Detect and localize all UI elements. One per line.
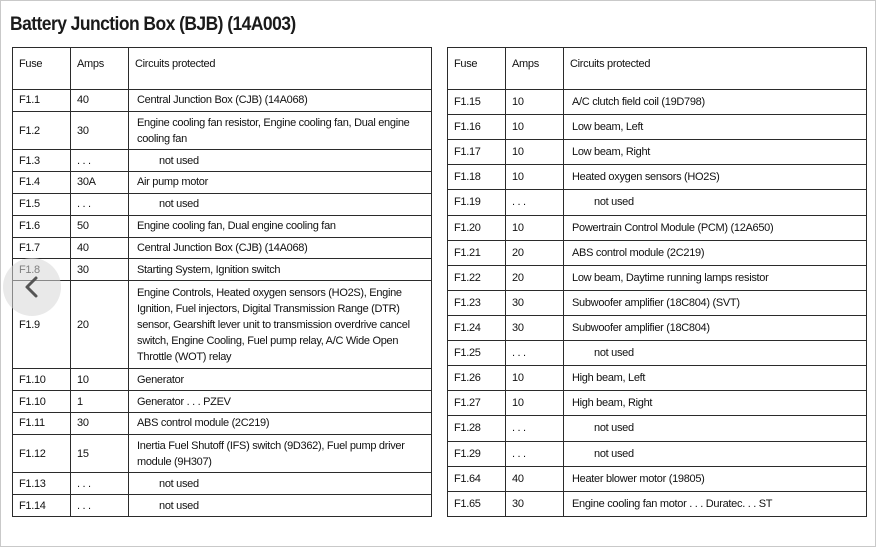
amps-cell: 10: [506, 90, 564, 115]
amps-cell: . . .: [506, 416, 564, 441]
amps-cell: 20: [71, 281, 129, 369]
header-circuits: Circuits protected: [564, 48, 867, 90]
table-row: [448, 90, 867, 115]
table-row: [448, 466, 867, 491]
amps-cell: 10: [506, 165, 564, 190]
table-row: [448, 115, 867, 140]
fuse-table-right: [447, 47, 867, 517]
table-row: [448, 491, 867, 516]
fuse-cell: F1.16: [448, 115, 506, 140]
table-row: [13, 215, 432, 237]
circuits-cell: A/C clutch field coil (19D798): [564, 90, 867, 115]
table-row: [13, 495, 432, 517]
table-row: [13, 413, 432, 435]
circuits-cell: Generator . . . PZEV: [129, 391, 432, 413]
fuse-cell: F1.22: [448, 265, 506, 290]
fuse-cell: F1.24: [448, 315, 506, 340]
fuse-cell: F1.25: [448, 341, 506, 366]
amps-cell: 50: [71, 215, 129, 237]
circuits-cell: not used: [129, 193, 432, 215]
amps-cell: 30: [506, 315, 564, 340]
table-row: [448, 290, 867, 315]
table-row: [448, 165, 867, 190]
table-row: [448, 265, 867, 290]
amps-cell: 40: [71, 237, 129, 259]
amps-cell: . . .: [71, 495, 129, 517]
fuse-cell: F1.19: [448, 190, 506, 215]
amps-cell: . . .: [71, 473, 129, 495]
table-header-row: [13, 48, 432, 90]
amps-cell: . . .: [506, 190, 564, 215]
fuse-cell: F1.4: [13, 172, 71, 194]
chevron-left-icon: [22, 275, 42, 299]
circuits-cell: High beam, Left: [564, 366, 867, 391]
table-row: [13, 150, 432, 172]
amps-cell: 30: [71, 413, 129, 435]
fuse-cell: F1.3: [13, 150, 71, 172]
circuits-cell: Heater blower motor (19805): [564, 466, 867, 491]
circuits-cell: Engine Controls, Heated oxygen sensors (HO2S), Engine Ignition, Fuel injectors, Digital Transmission Range (DTR) sensor, Gearshift lever unit to transmission overdrive cancel switch, Engine Cooling, Fuel pump relay, A/C Wide Open Throttle (WOT) relay: [129, 281, 432, 369]
amps-cell: 30: [506, 290, 564, 315]
fuse-cell: F1.10: [13, 391, 71, 413]
table-row: [13, 391, 432, 413]
header-fuse: Fuse: [13, 48, 71, 90]
circuits-cell: Central Junction Box (CJB) (14A068): [129, 90, 432, 112]
fuse-cell: F1.65: [448, 491, 506, 516]
circuits-cell: Low beam, Left: [564, 115, 867, 140]
circuits-cell: Subwoofer amplifier (18C804): [564, 315, 867, 340]
amps-cell: . . .: [71, 193, 129, 215]
circuits-cell: Inertia Fuel Shutoff (IFS) switch (9D362), Fuel pump driver module (9H307): [129, 434, 432, 472]
circuits-cell: not used: [564, 416, 867, 441]
fuse-cell: F1.27: [448, 391, 506, 416]
fuse-cell: F1.64: [448, 466, 506, 491]
header-fuse: Fuse: [448, 48, 506, 90]
table-row: [13, 193, 432, 215]
fuse-cell: F1.23: [448, 290, 506, 315]
fuse-cell: F1.28: [448, 416, 506, 441]
amps-cell: 10: [506, 366, 564, 391]
circuits-cell: Engine cooling fan, Dual engine cooling fan: [129, 215, 432, 237]
header-amps: Amps: [506, 48, 564, 90]
amps-cell: 40: [71, 90, 129, 112]
fuse-table-left-body: [13, 90, 432, 517]
table-row: [448, 441, 867, 466]
amps-cell: 30: [71, 111, 129, 149]
fuse-cell: F1.20: [448, 215, 506, 240]
fuse-cell: F1.26: [448, 366, 506, 391]
header-amps: Amps: [71, 48, 129, 90]
circuits-cell: not used: [564, 441, 867, 466]
fuse-cell: F1.11: [13, 413, 71, 435]
circuits-cell: Low beam, Right: [564, 140, 867, 165]
fuse-cell: F1.6: [13, 215, 71, 237]
amps-cell: 40: [506, 466, 564, 491]
table-row: [448, 391, 867, 416]
table-row: [13, 90, 432, 112]
circuits-cell: Engine cooling fan motor . . . Duratec. . . ST: [564, 491, 867, 516]
fuse-table-right-body: [448, 90, 867, 517]
table-row: [13, 281, 432, 369]
fuse-cell: F1.18: [448, 165, 506, 190]
circuits-cell: Starting System, Ignition switch: [129, 259, 432, 281]
amps-cell: 15: [71, 434, 129, 472]
fuse-cell: F1.14: [13, 495, 71, 517]
amps-cell: 30: [71, 259, 129, 281]
amps-cell: . . .: [71, 150, 129, 172]
circuits-cell: ABS control module (2C219): [129, 413, 432, 435]
table-row: [13, 369, 432, 391]
amps-cell: 10: [506, 140, 564, 165]
circuits-cell: ABS control module (2C219): [564, 240, 867, 265]
page-title: Battery Junction Box (BJB) (14A003): [10, 14, 296, 35]
table-row: [448, 140, 867, 165]
previous-button[interactable]: [3, 258, 61, 316]
circuits-cell: Generator: [129, 369, 432, 391]
amps-cell: 30A: [71, 172, 129, 194]
fuse-cell: F1.5: [13, 193, 71, 215]
amps-cell: 1: [71, 391, 129, 413]
fuse-cell: F1.15: [448, 90, 506, 115]
table-row: [13, 172, 432, 194]
table-row: [13, 237, 432, 259]
table-row: [13, 473, 432, 495]
table-row: [448, 366, 867, 391]
table-row: [13, 434, 432, 472]
circuits-cell: not used: [129, 473, 432, 495]
circuits-cell: Powertrain Control Module (PCM) (12A650): [564, 215, 867, 240]
circuits-cell: Central Junction Box (CJB) (14A068): [129, 237, 432, 259]
fuse-cell: F1.29: [448, 441, 506, 466]
circuits-cell: Low beam, Daytime running lamps resistor: [564, 265, 867, 290]
table-row: [448, 240, 867, 265]
amps-cell: . . .: [506, 441, 564, 466]
table-header-row: [448, 48, 867, 90]
circuits-cell: Air pump motor: [129, 172, 432, 194]
fuse-cell: F1.1: [13, 90, 71, 112]
table-row: [13, 259, 432, 281]
amps-cell: 10: [506, 115, 564, 140]
amps-cell: 20: [506, 265, 564, 290]
amps-cell: 10: [506, 391, 564, 416]
table-row: [448, 215, 867, 240]
fuse-cell: F1.2: [13, 111, 71, 149]
table-row: [448, 315, 867, 340]
amps-cell: 10: [71, 369, 129, 391]
amps-cell: 10: [506, 215, 564, 240]
table-row: [13, 111, 432, 149]
amps-cell: 30: [506, 491, 564, 516]
table-row: [448, 341, 867, 366]
amps-cell: . . .: [506, 341, 564, 366]
header-circuits: Circuits protected: [129, 48, 432, 90]
fuse-table-left: [12, 47, 432, 517]
circuits-cell: not used: [129, 495, 432, 517]
table-row: [448, 416, 867, 441]
fuse-cell: F1.10: [13, 369, 71, 391]
circuits-cell: not used: [564, 190, 867, 215]
fuse-cell: F1.17: [448, 140, 506, 165]
fuse-cell: F1.7: [13, 237, 71, 259]
circuits-cell: not used: [129, 150, 432, 172]
circuits-cell: Engine cooling fan resistor, Engine cooling fan, Dual engine cooling fan: [129, 111, 432, 149]
fuse-cell: F1.9: [13, 281, 71, 369]
amps-cell: 20: [506, 240, 564, 265]
circuits-cell: not used: [564, 341, 867, 366]
circuits-cell: Heated oxygen sensors (HO2S): [564, 165, 867, 190]
fuse-cell: F1.21: [448, 240, 506, 265]
fuse-cell: F1.12: [13, 434, 71, 472]
circuits-cell: Subwoofer amplifier (18C804) (SVT): [564, 290, 867, 315]
fuse-cell: F1.13: [13, 473, 71, 495]
circuits-cell: High beam, Right: [564, 391, 867, 416]
table-row: [448, 190, 867, 215]
